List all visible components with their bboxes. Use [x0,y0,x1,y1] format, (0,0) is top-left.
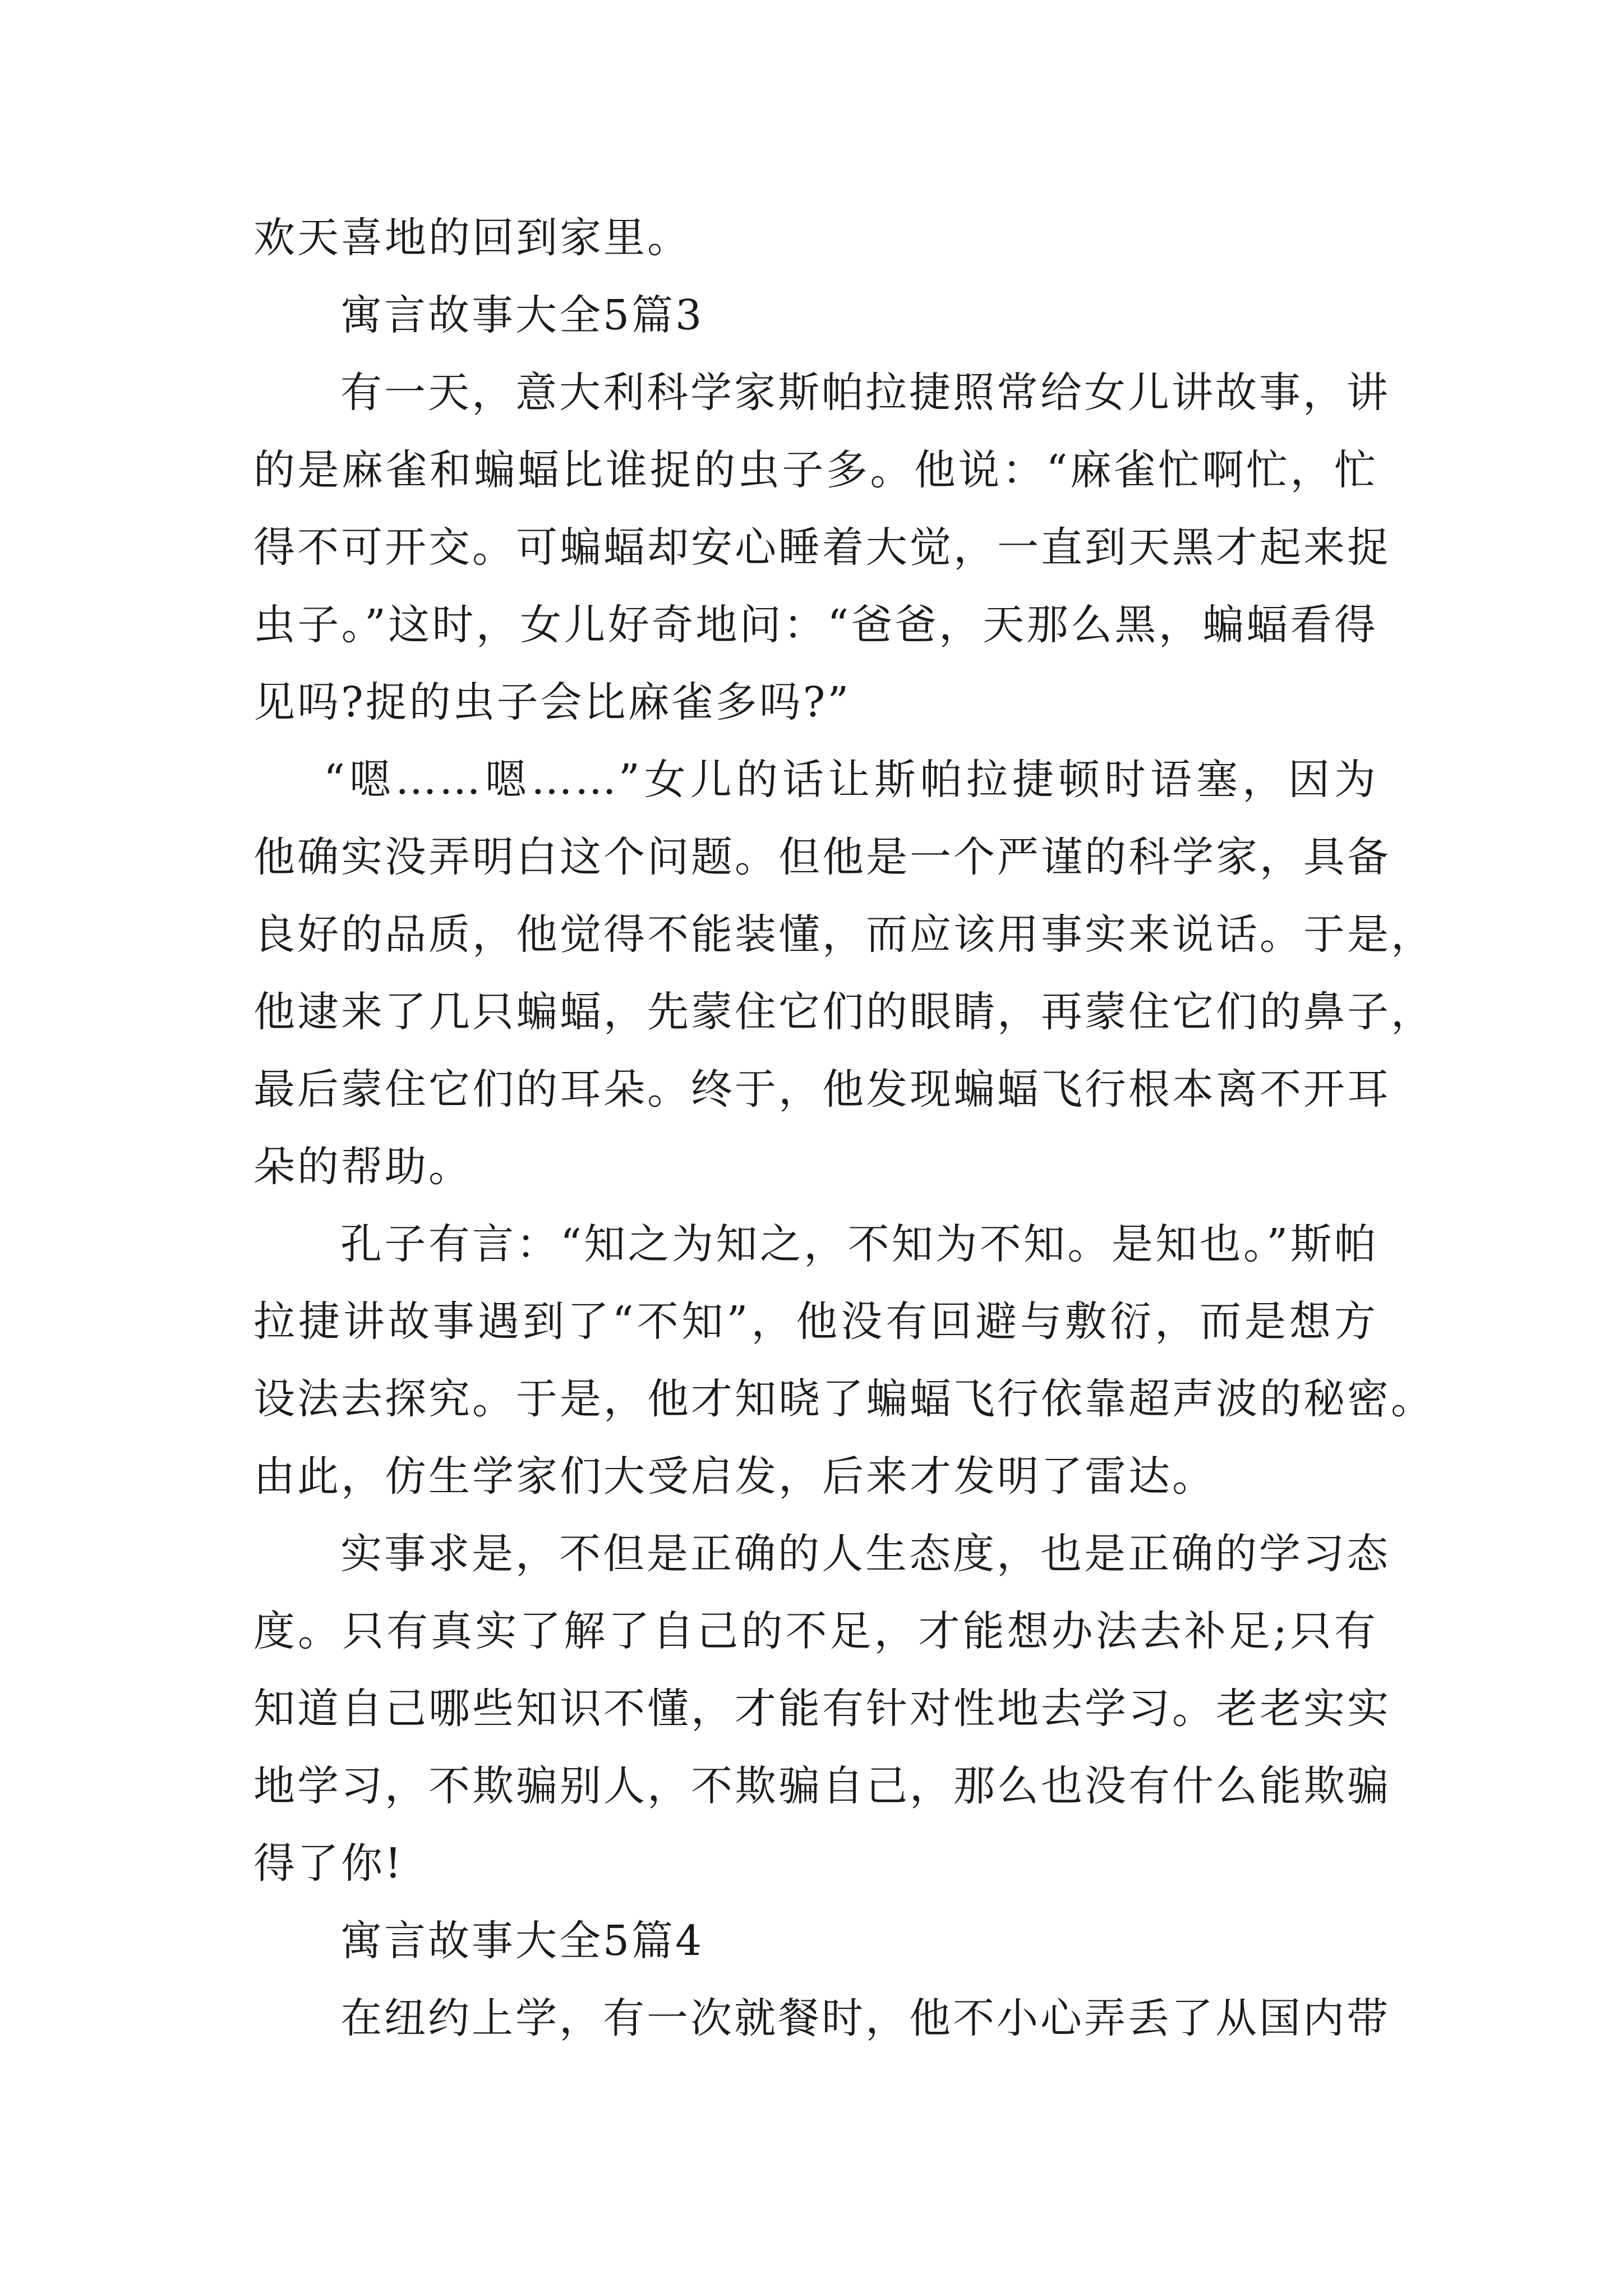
text-line-10: 良好的品质，他觉得不能装懂，而应该用事实来说话。于是， [253,910,1435,959]
text-line-11: 他逮来了几只蝙蝠，先蒙住它们的眼睛，再蒙住它们的鼻子， [253,988,1435,1036]
document-body [253,199,1435,2057]
text-line-15: 拉捷讲故事遇到了“不知”，他没有回避与敷衍，而是想方 [253,1297,1378,1346]
text-line-5: 得不可开交。可蝙蝠却安心睡着大觉，一直到天黑才起来捉 [253,523,1391,572]
text-line-6: 虫子。”这时，女儿好奇地问：“爸爸，天那么黑，蝙蝠看得 [253,601,1378,649]
text-line-22: 得了你! [253,1839,404,1888]
text-line-8: “嗯……嗯……”女儿的话让斯帕拉捷顿时语塞，因为 [324,756,1378,804]
text-line-20: 知道自己哪些知识不懂，才能有针对性地去学习。老老实实 [253,1685,1391,1733]
text-line-21: 地学习，不欺骗别人，不欺骗自己，那么也没有什么能欺骗 [253,1762,1391,1810]
text-line-13: 朵的帮助。 [253,1143,472,1191]
text-line-7: 见吗?捉的虫子会比麻雀多吗?” [253,678,851,726]
text-line-16: 设法去探究。于是，他才知晓了蝙蝠飞行依靠超声波的秘密。 [253,1375,1435,1423]
text-line-9: 他确实没弄明白这个问题。但他是一个严谨的科学家，具备 [253,833,1391,881]
text-line-24: 在纽约上学，有一次就餐时，他不小心弄丢了从国内带 [340,1994,1390,2042]
text-line-17: 由此，仿生学家们大受启发，后来才发明了雷达。 [253,1452,1216,1501]
text-line-19: 度。只有真实了解了自己的不足，才能想办法去补足;只有 [253,1607,1378,1655]
text-line-4: 的是麻雀和蝙蝠比谁捉的虫子多。他说：“麻雀忙啊忙，忙 [253,446,1378,494]
text-line-14: 孔子有言：“知之为知之，不知为不知。是知也。”斯帕 [340,1220,1378,1268]
text-line-3: 有一天，意大利科学家斯帕拉捷照常给女儿讲故事，讲 [340,369,1390,417]
text-line-1: 欢天喜地的回到家里。 [253,214,691,262]
section-heading-3: 寓言故事大全5篇3 [340,291,704,339]
text-line-18: 实事求是，不但是正确的人生态度，也是正确的学习态 [340,1530,1390,1578]
section-heading-4: 寓言故事大全5篇4 [340,1917,704,1965]
text-line-12: 最后蒙住它们的耳朵。终于，他发现蝙蝠飞行根本离不开耳 [253,1065,1391,1114]
